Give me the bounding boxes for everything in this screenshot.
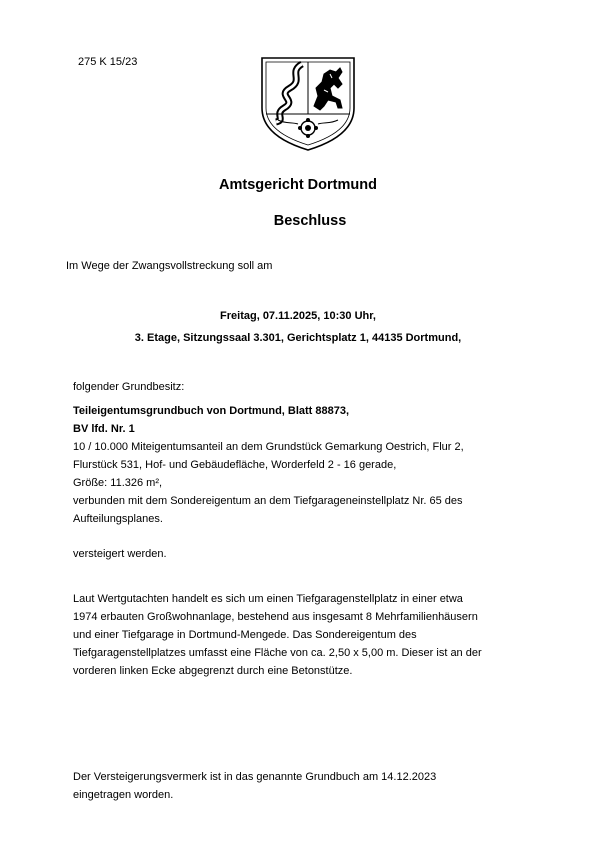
auction-date-time: Freitag, 07.11.2025, 10:30 Uhr, bbox=[220, 310, 376, 322]
property-description bbox=[73, 402, 543, 528]
appraisal-line: und einer Tiefgarage in Dortmund-Mengede. Das Sondereigentum des bbox=[73, 629, 417, 641]
auction-location: 3. Etage, Sitzungssaal 3.301, Gerichtsplatz 1, 44135 Dortmund, bbox=[134, 332, 462, 344]
registration-line: eingetragen worden. bbox=[73, 789, 174, 801]
property-line: Größe: 11.326 m², bbox=[73, 477, 163, 489]
appraisal-line: vorderen linken Ecke abgegrenzt durch eine Betonstütze. bbox=[73, 665, 353, 677]
property-line: 10 / 10.000 Miteigentumsanteil an dem Grundstück Gemarkung Oestrich, Flur 2, bbox=[73, 441, 464, 453]
intro-text: Im Wege der Zwangsvollstreckung soll am bbox=[66, 260, 273, 272]
appraisal-line: Tiefgaragenstellplatzes umfasst eine Fläche von ca. 2,50 x 5,00 m. Dieser ist an der bbox=[73, 647, 482, 659]
property-line: Flurstück 531, Hof- und Gebäudefläche, Worderfeld 2 - 16 gerade, bbox=[73, 459, 397, 471]
case-number: 275 K 15/23 bbox=[78, 56, 138, 68]
property-register: Teileigentumsgrundbuch von Dortmund, Blatt 88873, bbox=[73, 405, 350, 417]
appraisal-line: Laut Wertgutachten handelt es sich um einen Tiefgaragenstellplatz in einer etwa bbox=[73, 593, 463, 605]
property-line: Aufteilungsplanes. bbox=[73, 513, 163, 525]
property-bv-number: BV lfd. Nr. 1 bbox=[73, 423, 135, 435]
document-title: Beschluss bbox=[273, 213, 347, 229]
appraisal-paragraph bbox=[73, 590, 543, 680]
court-name: Amtsgericht Dortmund bbox=[219, 177, 377, 193]
appraisal-line: 1974 erbauten Großwohnanlage, bestehend aus insgesamt 8 Mehrfamilienhäusern bbox=[73, 611, 478, 623]
closing-text: versteigert werden. bbox=[73, 548, 167, 560]
property-label: folgender Grundbesitz: bbox=[73, 381, 185, 393]
registration-line: Der Versteigerungsvermerk ist in das genannte Grundbuch am 14.12.2023 bbox=[73, 771, 437, 783]
registration-note bbox=[73, 768, 543, 804]
property-line: verbunden mit dem Sondereigentum an dem Tiefgarageneinstellplatz Nr. 65 des bbox=[73, 495, 463, 507]
nrw-coat-of-arms-icon bbox=[258, 50, 358, 152]
